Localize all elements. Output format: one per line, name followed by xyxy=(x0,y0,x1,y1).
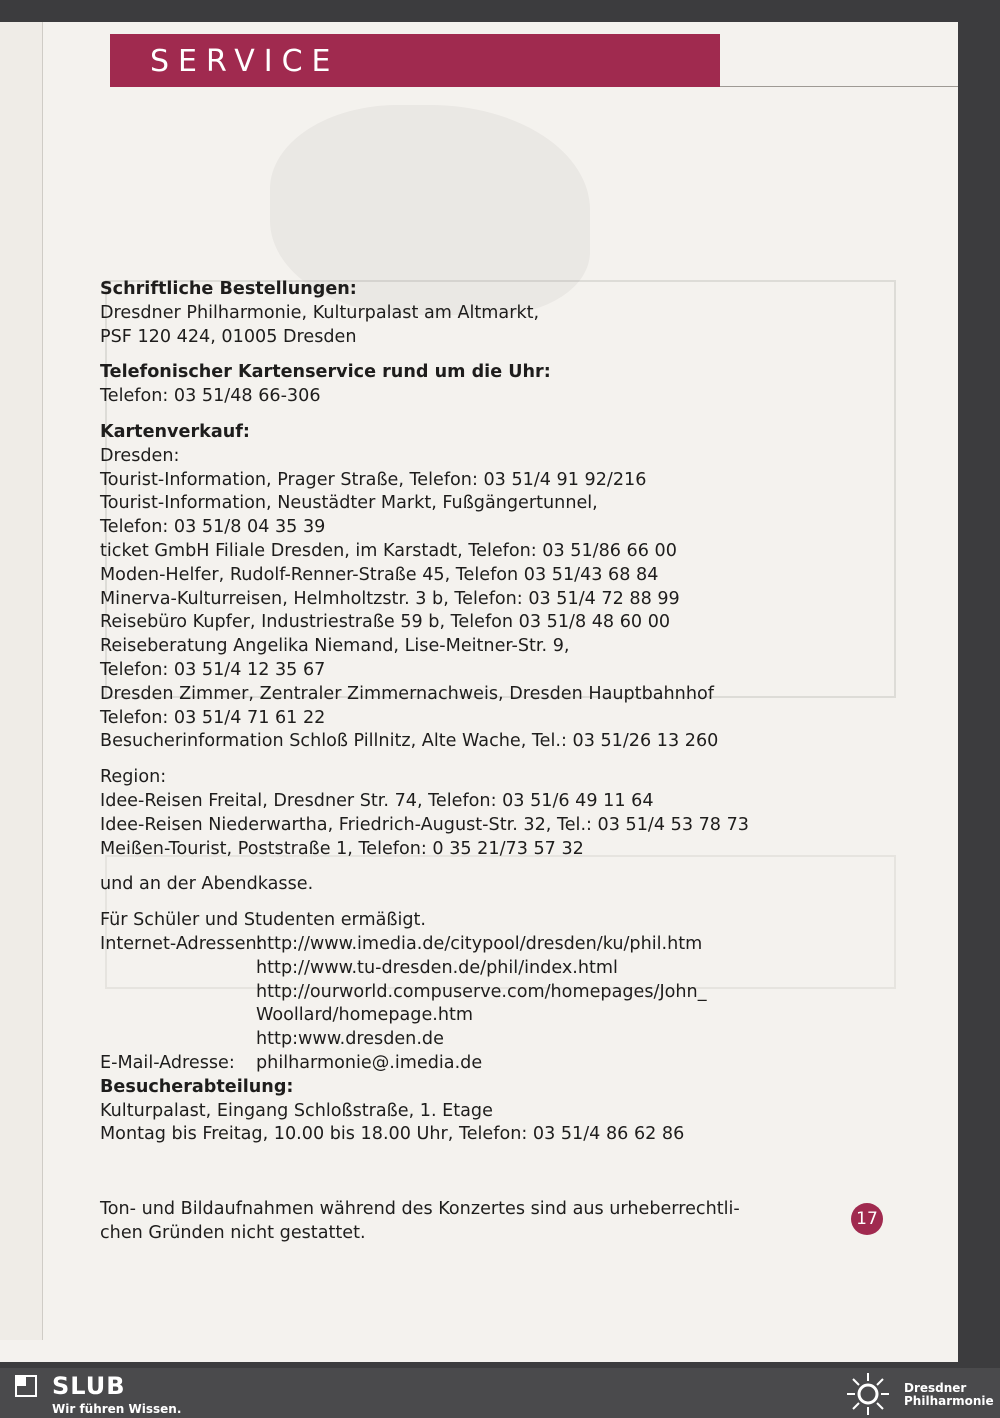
slub-logo-icon xyxy=(14,1374,38,1398)
text-line: Meißen-Tourist, Poststraße 1, Telefon: 0 35 21/73 57 32 xyxy=(100,838,584,859)
visitor-dept-heading: Besucherabteilung: xyxy=(100,1076,294,1097)
text-line: Dresden Zimmer, Zentraler Zimmernachweis, Dresden Hauptbahnhof xyxy=(100,683,714,704)
orchestra-name: Dresdner Philharmonie xyxy=(904,1381,994,1408)
phone-service-heading: Telefonischer Kartenservice rund um die Uhr: xyxy=(100,362,551,383)
ticket-sales-heading: Kartenverkauf: xyxy=(100,421,250,442)
text-line: Tourist-Information, Prager Straße, Telefon: 03 51/4 91 92/216 xyxy=(100,469,647,490)
email-link[interactable]: philharmonie@.imedia.de xyxy=(256,1052,483,1073)
email-address xyxy=(100,1052,740,1076)
email-label: E-Mail-Adresse: xyxy=(100,1052,235,1073)
orchestra-sun-logo-icon xyxy=(842,1371,894,1417)
page-number-badge: 17 xyxy=(851,1203,883,1235)
url-link[interactable]: http://www.imedia.de/citypool/dresden/ku/phil.htm xyxy=(256,933,703,954)
url-link[interactable]: http://ourworld.compuserve.com/homepages/John_ xyxy=(256,981,707,1002)
text-line: Telefon: 03 51/48 66-306 xyxy=(100,386,321,407)
written-orders-heading: Schriftliche Bestellungen: xyxy=(100,279,357,299)
section-header-band xyxy=(110,34,720,87)
text-line: Idee-Reisen Freital, Dresdner Str. 74, Telefon: 03 51/6 49 11 64 xyxy=(100,790,654,811)
text-line: Region: xyxy=(100,767,167,788)
text-line: ticket GmbH Filiale Dresden, im Karstadt, Telefon: 03 51/86 66 00 xyxy=(100,540,677,561)
header-rule xyxy=(720,86,958,87)
text-line: Telefon: 03 51/8 04 35 39 xyxy=(100,517,326,538)
text-line: Montag bis Freitag, 10.00 bis 18.00 Uhr, Telefon: 03 51/4 86 62 86 xyxy=(100,1124,685,1145)
text-line: Dresden: xyxy=(100,445,180,466)
text-line: Moden-Helfer, Rudolf-Renner-Straße 45, Telefon 03 51/43 68 84 xyxy=(100,564,659,585)
internet-label: Internet-Adressen: xyxy=(100,933,263,954)
library-tagline: Wir führen Wissen. xyxy=(52,1402,182,1416)
url-link[interactable]: Woollard/homepage.htm xyxy=(256,1005,474,1026)
text-line: Kulturpalast, Eingang Schloßstraße, 1. Etage xyxy=(100,1100,493,1121)
url-link[interactable]: http://www.tu-dresden.de/phil/index.html xyxy=(256,957,618,978)
recording-notice: Ton- und Bildaufnahmen während des Konzertes sind aus urheberrechtli- chen Gründen nicht gestattet. xyxy=(100,1199,740,1243)
internet-addresses xyxy=(100,933,740,1052)
text-line: Idee-Reisen Niederwartha, Friedrich-August-Str. 32, Tel.: 03 51/4 53 78 73 xyxy=(100,814,749,835)
library-name: SLUB xyxy=(52,1372,126,1400)
text-line: PSF 120 424, 01005 Dresden xyxy=(100,326,357,347)
box-office-line: und an der Abendkasse. xyxy=(100,874,314,895)
students-discount-line: Für Schüler und Studenten ermäßigt. xyxy=(100,910,426,931)
text-line: Reiseberatung Angelika Niemand, Lise-Meitner-Str. 9, xyxy=(100,636,570,657)
text-line: Tourist-Information, Neustädter Markt, Fußgängertunnel, xyxy=(100,493,598,514)
text-line: Reisebüro Kupfer, Industriestraße 59 b, Telefon 03 51/8 48 60 00 xyxy=(100,612,671,633)
text-line: Dresdner Philharmonie, Kulturpalast am Altmarkt, xyxy=(100,302,540,323)
text-line: Telefon: 03 51/4 71 61 22 xyxy=(100,707,326,728)
facing-page-edge xyxy=(0,22,43,1340)
text-line: Besucherinformation Schloß Pillnitz, Alte Wache, Tel.: 03 51/26 13 260 xyxy=(100,731,719,752)
section-title: SERVICE xyxy=(150,44,340,79)
url-link[interactable]: http:www.dresden.de xyxy=(256,1029,444,1050)
text-line: Minerva-Kulturreisen, Helmholtzstr. 3 b, Telefon: 03 51/4 72 88 99 xyxy=(100,588,680,609)
service-content xyxy=(100,278,749,1147)
text-line: Telefon: 03 51/4 12 35 67 xyxy=(100,659,326,680)
